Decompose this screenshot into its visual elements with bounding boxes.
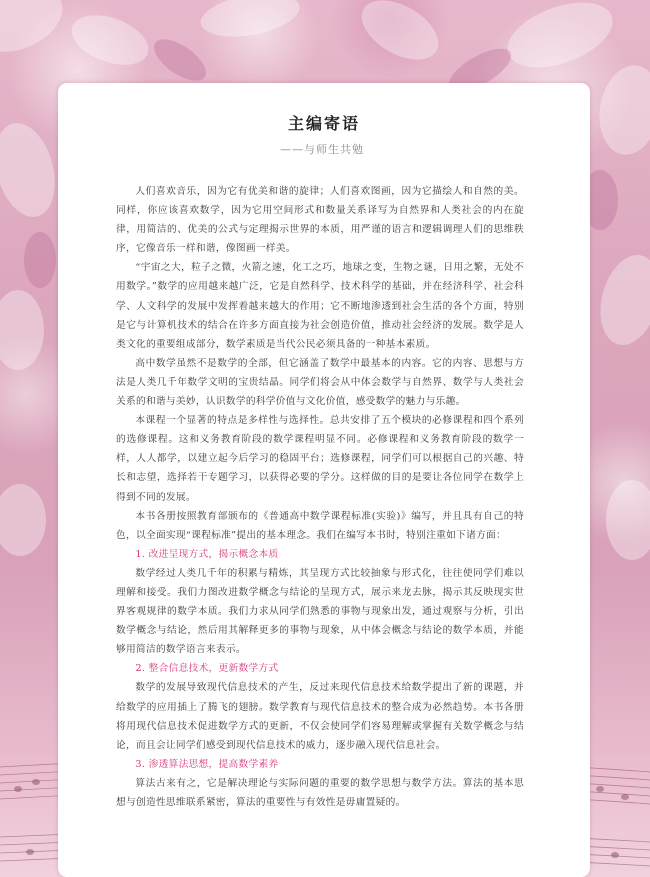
section-body: 算法古来有之，它是解决理论与实际问题的重要的数学思想与数学方法。算法的基本思想与创造性思维联系紧密，算法的重要性与有效性是毋庸置疑的。 — [116, 777, 524, 808]
paragraph: 本书各册按照教育部颁布的《普通高中数学课程标准(实验)》编写，并且具有自己的特色，以全面实现“课程标准”提出的基本理念。我们在编写本书时，特别注重如下诸方面： — [116, 510, 524, 541]
content-card — [58, 83, 590, 877]
paragraph: 本课程一个显著的特点是多样性与选择性。总共安排了五个模块的必修课程和四个系列的选修课程。这和义务教育阶段的数学课程明显不同。必修课程和义务教育阶段的数学一样，人人都学，以建立起今后学习的稳固平台；选修课程，同学们可以根据自己的兴趣、特长和志望，选择若干专题学习，以获得必要的学分。这样做的目的是要让各位同学在数学上得到不同的发展。 — [116, 415, 524, 503]
page-title: 主编寄语 — [287, 114, 360, 133]
paragraph: “宇宙之大，粒子之微，火箭之速，化工之巧，地球之变，生物之谜，日用之繁，无处不用数学。”数学的应用越来越广泛，它是自然科学、技术科学的基础，并在经济科学、社会科学、人文科学的发展中发挥着越来越大的作用；它不断地渗透到社会生活的各个方面，特别是它与计算机技术的结合在许多方面直接为社会创造价值，推动社会经济的发展。数学是人类文化的重要组成部分，数学素质是当代公民必须具备的一种基本素质。 — [116, 262, 524, 350]
section-body: 数学经过人类几千年的积累与精炼，其呈现方式比较抽象与形式化，往往使同学们难以理解和接受。我们力图改进数学概念与结论的呈现方式，展示来龙去脉，揭示其反映现实世界客观规律的数学本质。我们力求从同学们熟悉的事物与现象出发，通过观察与分析，引出数学概念与结论，然后用其解释更多的事物与现象，从中体会概念与结论的数学本质，并能够用简洁的数学语言来表示。 — [116, 567, 524, 656]
section-body: 数学的发展导致现代信息技术的产生，反过来现代信息技术给数学提出了新的课题，并给数学的应用插上了腾飞的翅膀。数学教育与现代信息技术的整合成为必然趋势。本书各册将用现代信息技术促进数学方式的更新，不仅会使同学们容易理解或掌握有关数学概念与结论，而且会让同学们感受到现代信息技术的威力，逐步融入现代信息社会。 — [116, 682, 524, 751]
paragraph: 人们喜欢音乐，因为它有优美和谐的旋律；人们喜欢图画，因为它描绘人和自然的美。同样，你应该喜欢数学，因为它用空间形式和数量关系译写为自然界和人类社会的内在旋律，用简洁的、优美的公式与定理揭示世界的本质，用严谨的语言和逻辑调理人们的思维秩序，它像音乐一样和谐，像图画一样美。 — [116, 186, 524, 255]
article-body — [116, 182, 524, 812]
paragraph: 高中数学虽然不是数学的全部，但它涵盖了数学中最基本的内容。它的内容、思想与方法是人类几千年数学文明的宝贵结晶。同学们将会从中体会数学与自然界、数学与人类社会关系的和谐与美妙，认识数学的科学价值与文化价值，感受数学的魅力与乐趣。 — [116, 357, 524, 408]
section-heading: 3. 渗透算法思想，提高数学素养 — [135, 758, 279, 770]
section-heading: 2. 整合信息技术，更新数学方式 — [135, 663, 279, 675]
page-subtitle: ——与师生共勉 — [280, 143, 364, 156]
section-heading: 1. 改进呈现方式，揭示概念本质 — [135, 548, 279, 560]
